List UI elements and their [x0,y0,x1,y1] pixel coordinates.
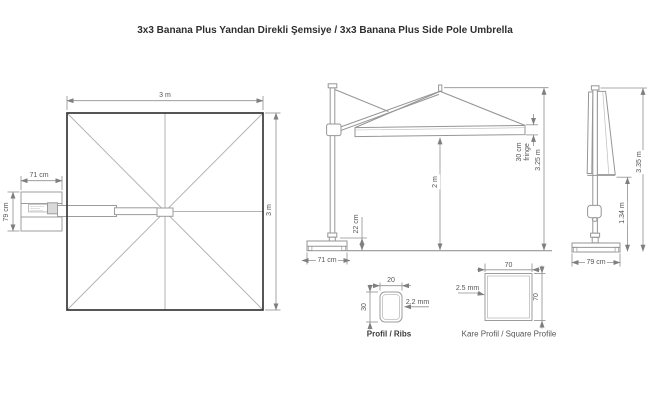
rib-profile-caption: Profil / Ribs [366,329,412,338]
dim-square-wall-thickness: 2.5 mm [455,284,480,292]
arm-bracket [327,124,341,136]
base-label-plate [29,204,48,212]
dim-top-view-base-width: 71 cm [29,171,49,179]
dim-rib-wall-thickness: 2.2 mm [405,298,430,306]
canopy-hub [157,208,173,216]
closed-base [572,233,620,252]
dim-top-view-base-depth: 79 cm [3,201,11,222]
dim-open-base-height: 22 cm [353,214,361,234]
dim-square-height: 70 [533,292,541,301]
closed-side-view-drawing [572,86,647,267]
support-strut [335,90,389,112]
base-top-view [21,192,62,231]
canopy-side-view [355,91,525,136]
dim-open-fringe-word: fringe [523,143,531,161]
dim-open-base-width: 71 cm [317,256,337,264]
dim-rib-height: 30 [361,302,369,311]
dim-closed-total-height: 3.35 m [636,151,644,173]
dim-closed-folded-clearance: 1.34 m [618,201,626,224]
crank-hub [588,205,602,221]
open-view-dimensions [302,88,549,265]
dim-top-view-width: 3 m [159,92,171,100]
open-side-view-drawing [302,84,552,265]
top-view-drawing [8,96,281,310]
valance [355,125,525,136]
dim-open-fringe-height: 30 cm [516,142,524,162]
closed-view-dimensions [572,88,647,267]
cantilever-arm [341,91,442,131]
finial [439,85,442,91]
square-profile-caption: Kare Profil / Square Profile [461,329,557,338]
base-side-view [307,241,347,251]
folded-canopy [587,91,615,175]
arm-top-view [58,206,174,217]
side-pole [328,84,337,241]
dim-top-view-depth: 3 m [266,204,274,216]
dim-open-clearance: 2 m [432,176,440,188]
pole-mount-block [48,203,58,214]
page-title: 3x3 Banana Plus Yandan Direkli Şemsiye / 3x3 Banana Plus Side Pole Umbrella [137,25,513,36]
dim-open-total-height: 3.25 m [534,149,542,171]
pole-cap [328,84,337,88]
dim-closed-base-width: 79 cm [586,258,606,266]
pole-cap [591,86,599,90]
dim-square-width: 70 [504,262,513,270]
dim-rib-width: 20 [387,277,395,285]
